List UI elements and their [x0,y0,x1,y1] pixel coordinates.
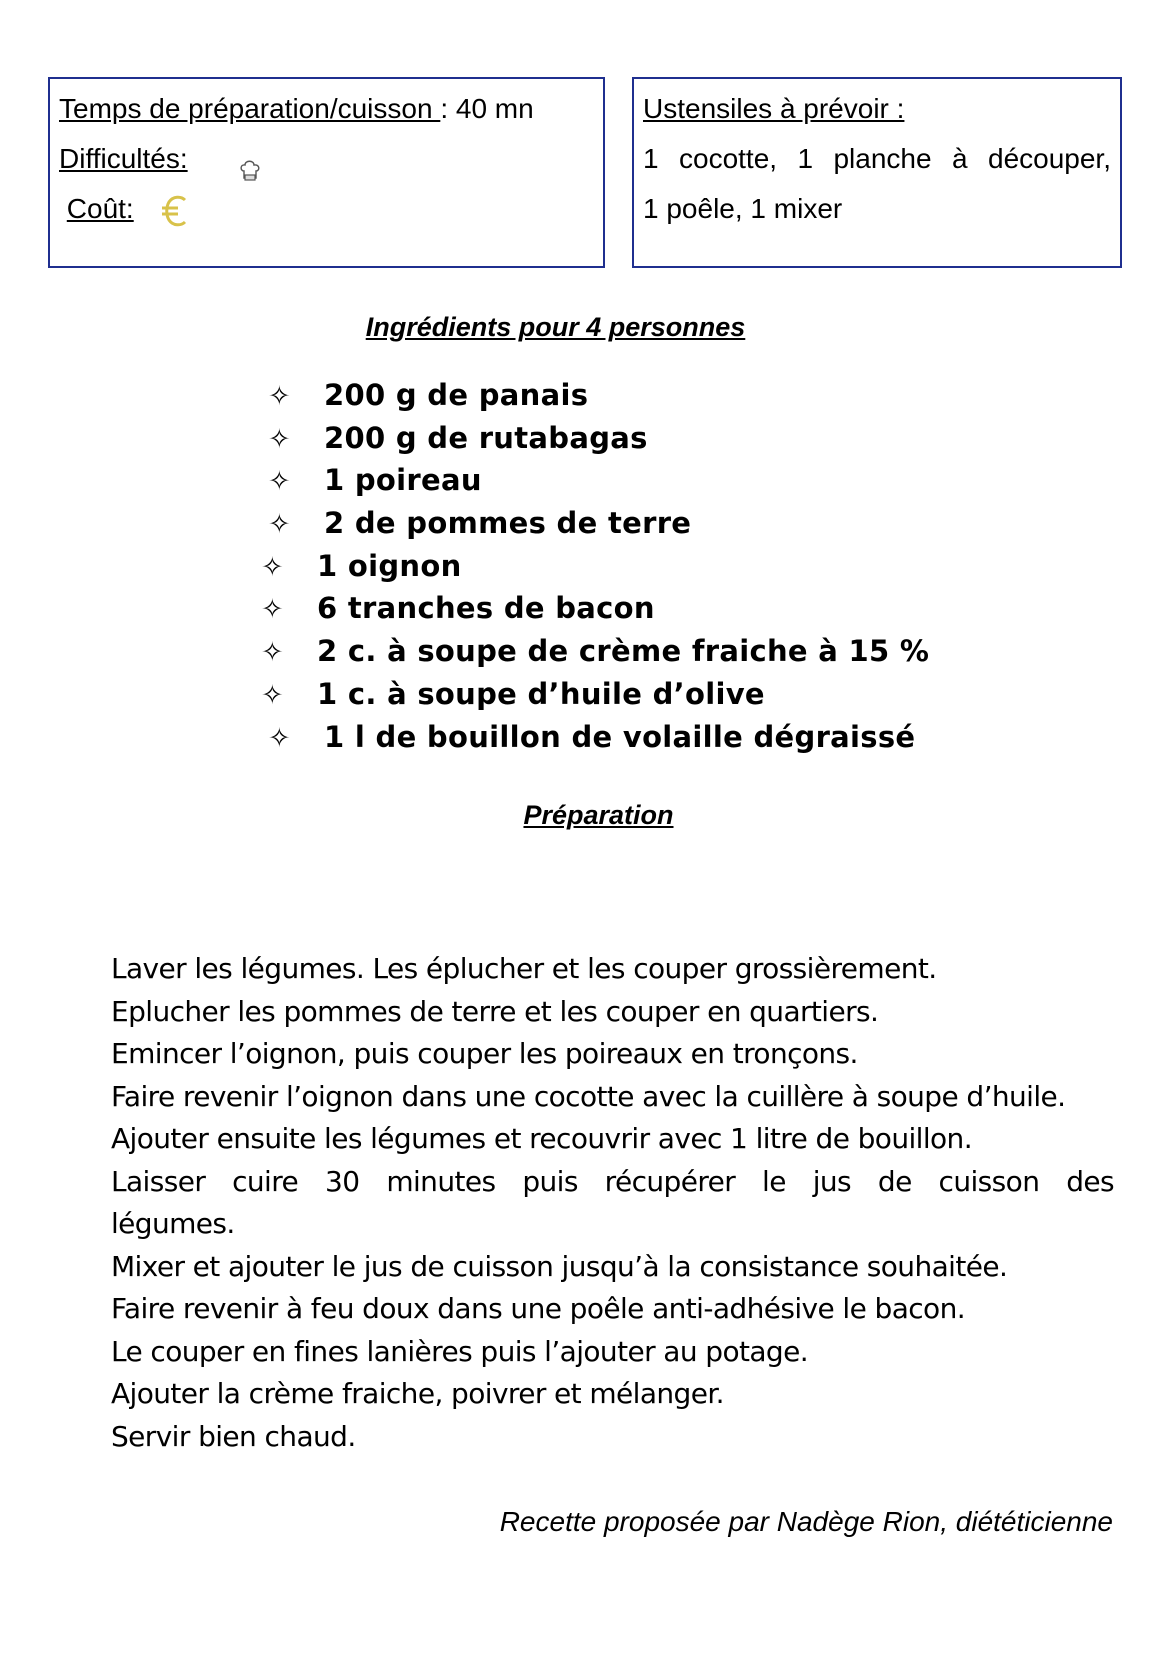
ingredient-item: ✧ 1 c. à soupe d’huile d’olive [261,673,929,716]
sparkle-bullet-icon: ✧ [261,679,284,711]
sparkle-bullet-icon: ✧ [268,509,291,541]
prep-time-value: : 40 mn [440,93,534,124]
ingredient-item: ✧ 200 g de panais [268,374,929,417]
prep-time-row [59,84,594,134]
difficulty-row [59,134,594,184]
ingredient-item: ✧ 2 c. à soupe de crème fraiche à 15 % [261,630,929,673]
preparation-step: Eplucher les pommes de terre et les couper en quartiers. [111,994,879,1028]
preparation-step: Faire revenir à feu doux dans une poêle anti-adhésive le bacon. [111,1292,966,1325]
chef-hat-icon [239,149,261,173]
ingredient-item: ✧ 200 g de rutabagas [268,417,929,460]
ingredients-title: Ingrédients pour 4 personnes [365,312,746,342]
prep-time-label: Temps de préparation/cuisson [59,93,441,124]
preparation-step: Emincer l’oignon, puis couper les poireaux en tronçons. [111,1037,858,1070]
cost-label: Coût: [66,193,134,224]
utensils-box [632,77,1122,268]
cost-row [59,184,594,234]
sparkle-bullet-icon: ✧ [261,637,284,669]
difficulty-label: Difficultés: [59,143,188,174]
preparation-step: Ajouter ensuite les légumes et recouvrir avec 1 litre de bouillon. [111,1122,972,1155]
sparkle-bullet-icon: ✧ [268,722,291,754]
preparation-step: Le couper en fines lanières puis l’ajouter au potage. [111,1334,809,1368]
sparkle-bullet-icon: ✧ [261,551,284,583]
preparation-step: Servir bien chaud. [111,1419,356,1453]
ingredient-item: ✧ 1 l de bouillon de volaille dégraissé [268,716,929,759]
ingredient-item: ✧ 1 poireau [268,459,929,502]
euro-icon [158,193,192,229]
preparation-step: Faire revenir l’oignon dans une cocotte avec la cuillère à soupe d’huile. [111,1079,1066,1113]
preparation-step: Mixer et ajouter le jus de cuisson jusqu’à la consistance souhaitée. [111,1249,1008,1283]
recipe-credit: Recette proposée par Nadège Rion, diététicienne [499,1506,1113,1537]
ingredient-item: ✧ 6 tranches de bacon [261,587,929,630]
utensils-line-1: 1 cocotte, 1 planche à découper, [643,143,1111,174]
preparation-step: Ajouter la crème fraiche, poivrer et mélanger. [111,1377,724,1410]
preparation-steps [111,948,1114,1458]
utensils-line-2: 1 poêle, 1 mixer [643,193,843,224]
ingredient-item: ✧ 1 oignon [261,545,929,588]
sparkle-bullet-icon: ✧ [261,594,284,626]
preparation-step: Laver les légumes. Les éplucher et les couper grossièrement. [111,952,937,985]
sparkle-bullet-icon: ✧ [268,466,291,498]
preparation-title: Préparation [523,800,674,830]
ingredient-item: ✧ 2 de pommes de terre [268,502,929,545]
recipe-info-box [48,77,605,268]
ingredients-list [261,374,930,758]
sparkle-bullet-icon: ✧ [268,381,291,412]
utensils-title: Ustensiles à prévoir : [643,93,905,124]
preparation-step: Laisser cuire 30 minutes puis récupérer le jus de cuisson des légumes. [111,1164,1114,1240]
sparkle-bullet-icon: ✧ [268,423,291,455]
